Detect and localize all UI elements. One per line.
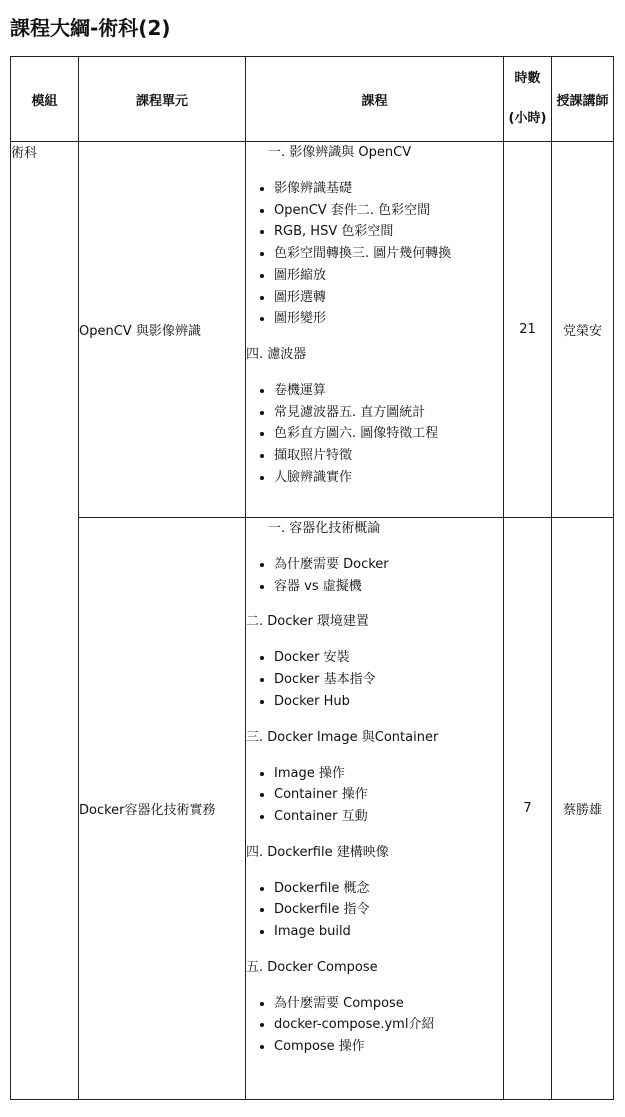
topic-list	[246, 647, 503, 712]
header-hours-line2: (小時)	[508, 111, 547, 126]
instructor-cell: 党榮安	[552, 142, 614, 518]
list-item: • 圖形選轉	[274, 287, 503, 309]
unit-cell: OpenCV 與影像辨識	[79, 142, 246, 518]
list-item: • Docker 基本指令	[274, 669, 503, 691]
list-item: • 擷取照片特徵	[274, 445, 503, 467]
list-item: • 色彩直方圖六. 圖像特徵工程	[274, 423, 503, 445]
list-item: • Compose 操作	[274, 1036, 503, 1058]
topic-list	[246, 178, 503, 330]
list-item: • 容器 vs 虛擬機	[274, 576, 503, 598]
list-item: • 色彩空間轉換三. 圖片幾何轉換	[274, 243, 503, 265]
topic-list	[246, 763, 503, 828]
section-title: 四. 濾波器	[246, 346, 307, 362]
list-item: • 卷機運算	[274, 380, 503, 402]
list-item: • 影像辨識基礎	[274, 178, 503, 200]
list-item: • 圖形變形	[274, 308, 503, 330]
header-course: 課程	[246, 57, 504, 142]
list-item: • Dockerfile 指令	[274, 899, 503, 921]
section-title: 一. 影像辨識與 OpenCV	[268, 145, 412, 160]
list-item: • 為什麼需要 Docker	[274, 554, 503, 576]
list-item: • Docker Hub	[274, 691, 503, 713]
header-hours	[504, 57, 552, 142]
module-cell: 術科	[11, 142, 79, 1100]
list-item: • Docker 安裝	[274, 647, 503, 669]
list-item: • Container 操作	[274, 784, 503, 806]
hours-cell: 21	[504, 142, 552, 518]
syllabus-table	[10, 56, 614, 1100]
section-title: 三. Docker Image 與Container	[246, 729, 439, 745]
table-row	[11, 142, 614, 518]
topic-list	[246, 554, 503, 597]
list-item: • 人臉辨識實作	[274, 467, 503, 489]
hours-cell: 7	[504, 518, 552, 1100]
instructor-cell: 蔡勝雄	[552, 518, 614, 1100]
section-title: 五. Docker Compose	[246, 959, 378, 975]
table-row	[11, 518, 614, 1100]
header-instructor: 授課講師	[552, 57, 614, 142]
course-cell	[246, 142, 504, 518]
header-module: 模組	[11, 57, 79, 142]
list-item: • RGB, HSV 色彩空間	[274, 221, 503, 243]
section-title: 二. Docker 環境建置	[246, 614, 369, 630]
list-item: • OpenCV 套件二. 色彩空間	[274, 200, 503, 222]
topic-list	[246, 993, 503, 1058]
topic-list	[246, 878, 503, 943]
header-hours-line1: 時數	[514, 71, 541, 86]
page-title: 課程大綱-術科(2)	[10, 16, 171, 40]
list-item: • Dockerfile 概念	[274, 878, 503, 900]
list-item: • 圖形縮放	[274, 265, 503, 287]
list-item: • Container 互動	[274, 806, 503, 828]
list-item: • 常見濾波器五. 直方圖統計	[274, 402, 503, 424]
course-cell	[246, 518, 504, 1100]
header-row	[11, 57, 614, 142]
unit-cell: Docker容器化技術實務	[79, 518, 246, 1100]
topic-list	[246, 380, 503, 489]
list-item: • 為什麼需要 Compose	[274, 993, 503, 1015]
header-unit: 課程單元	[79, 57, 246, 142]
list-item: • Image build	[274, 921, 503, 943]
section-title: 四. Dockerfile 建構映像	[246, 844, 389, 860]
list-item: • Image 操作	[274, 763, 503, 785]
section-title: 一. 容器化技術概論	[268, 521, 381, 536]
list-item: • docker-compose.yml介紹	[274, 1014, 503, 1036]
